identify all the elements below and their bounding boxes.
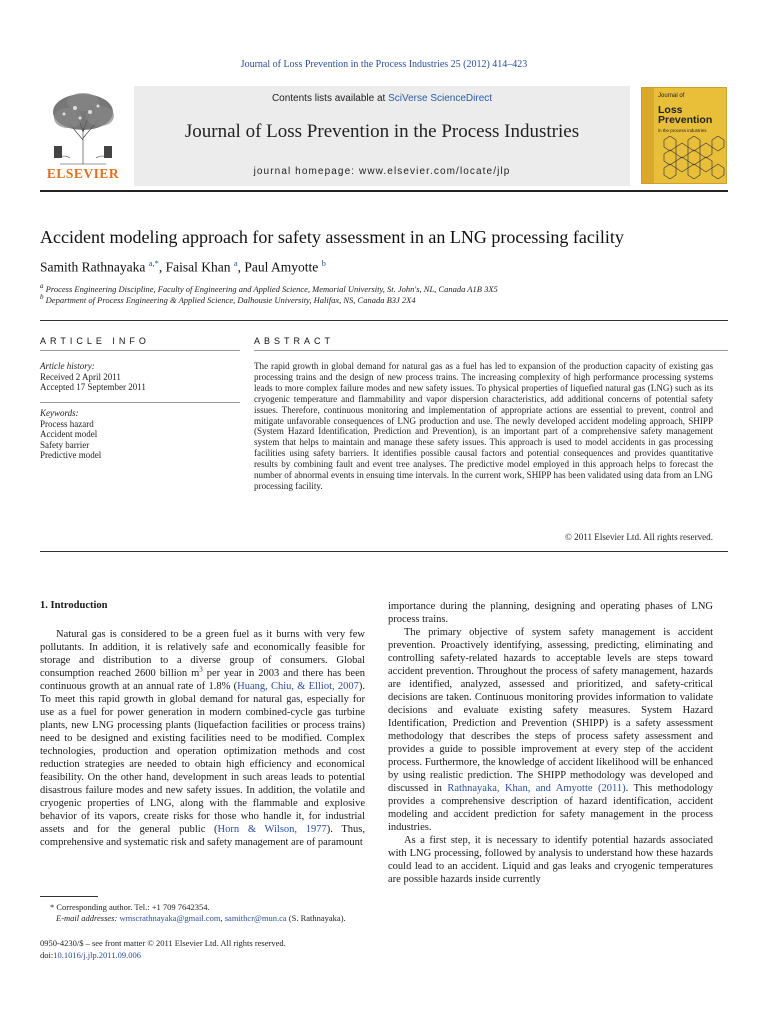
accepted-date: Accepted 17 September 2011 [40, 382, 146, 392]
cover-subtitle: in the process industries [658, 128, 707, 133]
affiliation-text: Department of Process Engineering & Applied Science, Dalhousie University, Halifax, NS, Canada B3J 2X4 [45, 294, 416, 305]
body-paragraph: importance during the planning, designing and operating phases of LNG process trains. [388, 601, 713, 625]
article-info-rule [40, 402, 240, 403]
affiliation-mark: b [40, 293, 44, 301]
author-name[interactable]: Paul Amyotte [244, 259, 319, 275]
history-label: Article history: [40, 361, 95, 371]
journal-title: Journal of Loss Prevention in the Process Industries [184, 121, 580, 142]
keyword: Accident model [40, 429, 98, 439]
author-name[interactable]: Samith Rathnayaka [40, 259, 146, 275]
affiliation-text: Process Engineering Discipline, Faculty of Engineering and Applied Science, Memorial University, St. John's, NL, Canada A1B 3X5 [45, 283, 498, 294]
abstract-copyright: © 2011 Elsevier Ltd. All rights reserved. [565, 532, 713, 542]
author-separator: , [237, 259, 245, 275]
footnote-rule [40, 896, 98, 897]
abstract-heading: ABSTRACT [254, 336, 335, 346]
body-paragraph [40, 628, 365, 849]
keyword: Safety barrier [40, 439, 90, 450]
keyword: Process hazard [40, 418, 94, 429]
citation-link[interactable]: Rathnayaka, Khan, and Amyotte (2011) [447, 783, 626, 794]
article-info-heading: ARTICLE INFO [40, 336, 150, 346]
cover-title [658, 105, 712, 125]
body-text: Natural gas is considered to be a green fuel as it burns with very few pollutants. In addition, it is relatively safe and economically feasible for storage and distribution to a diverse group of consumers. Global consumption reached 2600 billion m [40, 629, 365, 679]
email-link[interactable]: samithcr@mun.ca [224, 913, 287, 923]
journal-citation[interactable]: Journal of Loss Prevention in the Process Industries 25 (2012) 414–423 [240, 59, 528, 70]
contents-prefix: Contents lists available at [271, 93, 389, 104]
citation-link[interactable]: Horn & Wilson, 1977 [217, 824, 327, 835]
article-history [40, 361, 240, 393]
sciencedirect-link[interactable]: SciVerse ScienceDirect [388, 93, 493, 104]
author-name[interactable]: Faisal Khan [165, 259, 231, 275]
cover-strip [642, 88, 654, 184]
body-text: The primary objective of system safety management is accident prevention. Proactively identifying, assessing, predicting, eliminating and controlling safety-related hazards to acceptable levels are steps toward accident prevention. Throughout the process of safety management, hazards are identified, analyzed, assessed and prioritized, and safety-critical decisions are taken. Continuous monitoring provides information to validate decisions and evaluate existing safety measures. System Hazard Identification, Prediction and Prevention (SHIPP) is a safety assessment methodology that describes the steps of process safety assessment and provides a guide to possible improvement at every step of the accident process. Furthermore, the knowledge of accident likelihood will be enhanced by using realistic prediction. The SHIPP methodology was developed and discussed in [388, 627, 713, 794]
author-affiliation-mark[interactable]: a [233, 258, 238, 268]
body-paragraph [388, 626, 713, 834]
article-title: Accident modeling approach for safety assessment in an LNG processing facility [40, 227, 624, 247]
body-text: ). To meet this rapid growth in global demand for natural gas, especially for use as a fuel for power generation in modern combined-cycle gas turbine plants, new LNG processing plants (liquefaction facilities or process trains) need to be designed and existing facilities need to be modified. Complex technologies, production and operation optimization methods and cost reduction strategies are needed to obtain high efficiency and economical feasibility. On the other hand, development in such areas leads to potential disastrous failure modes and new safety issues. In addition, the volatile and cryogenic properties of LNG, along with the flammable and explosive behavior of its vapors, create risks for those who handle it, for industrial assets and for the general public ( [40, 681, 365, 835]
introduction-heading: 1. Introduction [40, 600, 108, 611]
elsevier-wordmark: ELSEVIER [46, 166, 120, 181]
contents-line [134, 93, 630, 104]
journal-homepage[interactable]: journal homepage: www.elsevier.com/locate/jlp [253, 166, 511, 177]
tree-icon [40, 88, 126, 166]
corresponding-author-note: * Corresponding author. Tel.: +1 709 7642354. [50, 902, 210, 912]
author-affiliation-mark[interactable]: b [321, 258, 326, 268]
doi-line [40, 950, 141, 960]
abstract-text: The rapid growth in global demand for natural gas as a fuel has led to expansion of the production capacity of existing gas processing trains and the design of new process trains. The increasing complexity of high performance processing systems leads to more complex failure modes and new safety issues. To physical properties of liquefied natural gas (LNG) such as its cryogenic temperature and flammability and vapor dispersion characteristics, add additional concerns of potential safety issues. Therefore, continuous monitoring and implementation of appropriate actions are essential to prevent, control and mitigate unfavorable consequences of LNG production and use. The newly developed accident modeling approach, SHIPP (System Hazard Identification, Prediction and Prevention), is an important part of a comprehensive safety management system that helps to maintain and manage these safety issues. This approach is used to model accidents in gas processing facilities using safety barriers. It identifies possible causal factors and potential consequences and provides quantitative results by combining fault and event tree analyses. The predictive model employed in this approach helps to forecast the number of abnormal events in ensuing time intervals. In the current work, SHIPP has been validated using data from an LNG processing facility. [254, 361, 713, 491]
superscript: 3 [199, 665, 203, 674]
body-text: per year in 2003 and there has been continuous growth at an annual rate of 1.8% ( [40, 668, 365, 692]
section-divider [40, 551, 728, 552]
keywords-label: Keywords: [40, 408, 79, 418]
email-tail: (S. Rathnayaka). [286, 913, 346, 923]
article-info-rule [40, 350, 240, 351]
author-affiliation-mark[interactable]: a,* [148, 258, 159, 268]
email-label: E-mail addresses: [56, 913, 120, 923]
author-list [40, 258, 326, 276]
doi-label: doi: [40, 950, 54, 960]
body-text: . This methodology provides a comprehensive description of hazard identification, accident modeling and accident prediction for safety management in the process industries. [388, 783, 713, 833]
cover-title-loss: Loss [658, 104, 683, 116]
body-column-left [40, 628, 365, 849]
section-divider [40, 320, 728, 321]
affiliation-mark: a [40, 282, 44, 290]
citation-link[interactable]: Huang, Chiu, & Elliot, 2007 [237, 681, 359, 692]
body-paragraph: As a first step, it is necessary to identify potential hazards associated with LNG processing, followed by analysis to understand how these hazards could lead to an accident. Liquid and gas leaks and cryogenic temperatures are possible hazards inside currently [388, 835, 713, 885]
journal-cover-thumbnail [641, 87, 727, 184]
email-link[interactable]: wmscrathnayaka@gmail.com [119, 913, 221, 923]
email-separator: , [220, 913, 225, 923]
author-separator: , [158, 259, 166, 275]
keywords-block [40, 408, 240, 461]
cover-title-prevention: Prevention [658, 114, 713, 126]
body-text: ). Thus, comprehensive and systematic risk and safety management are of paramount [40, 824, 365, 848]
affiliation-b [40, 293, 416, 305]
body-column-right [388, 600, 713, 886]
doi-link[interactable]: 10.1016/j.jlp.2011.09.006 [53, 950, 141, 960]
abstract-rule [254, 350, 728, 351]
header-divider [40, 190, 728, 192]
email-addresses [56, 913, 346, 923]
received-date: Received 2 April 2011 [40, 371, 121, 382]
cover-hexagon-pattern [656, 136, 726, 184]
issn-line: 0950-4230/$ – see front matter © 2011 Elsevier Ltd. All rights reserved. [40, 938, 286, 948]
cover-text-journal-of: Journal of [658, 93, 685, 99]
keyword: Predictive model [40, 450, 102, 460]
